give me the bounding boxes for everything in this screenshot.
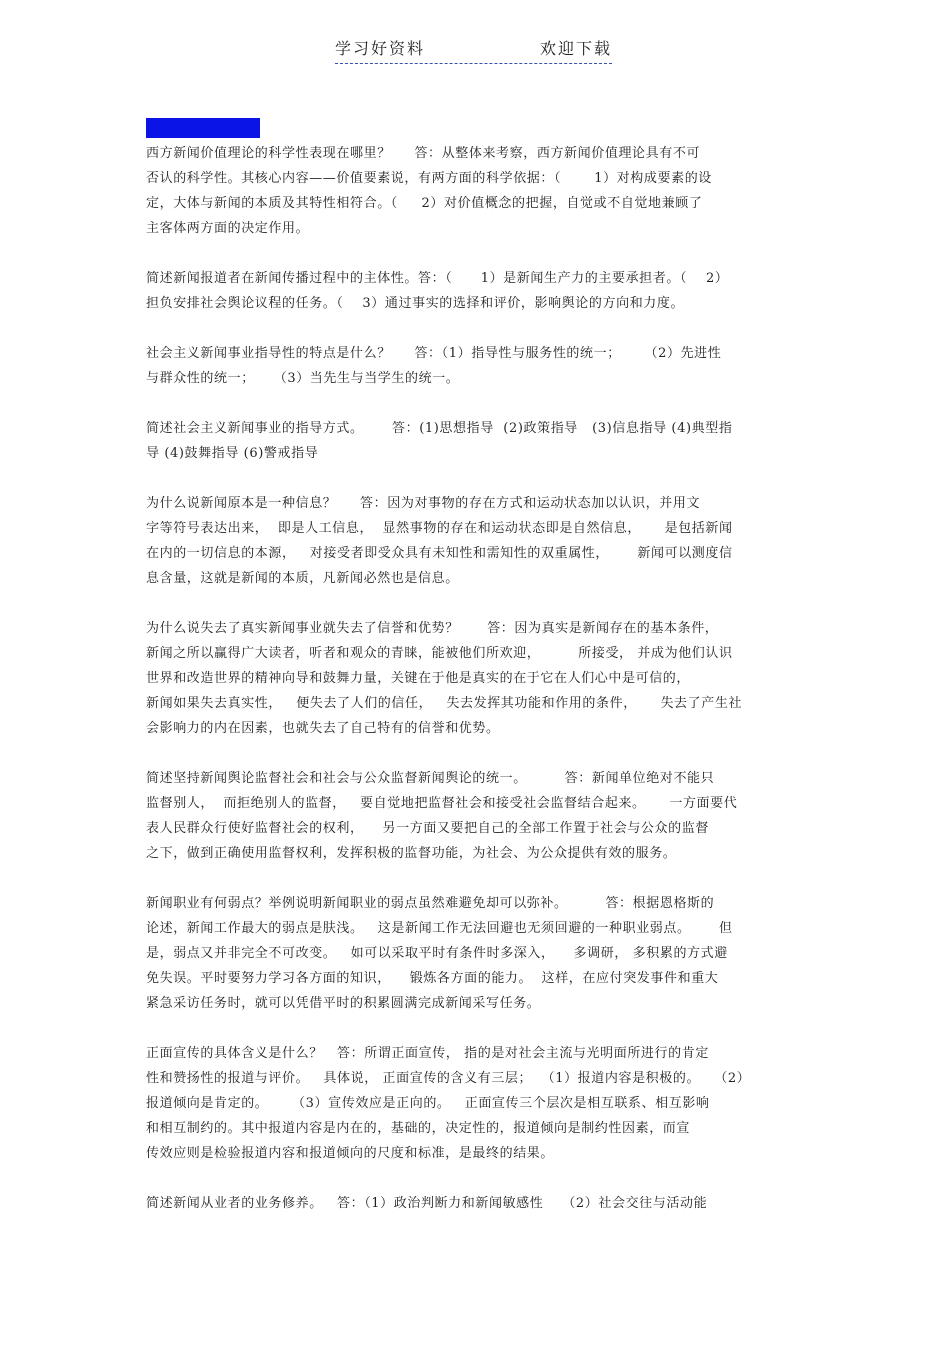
paragraph-line: 会影响力的内在因素，也就失去了自己特有的信誉和优势。 [146,721,500,736]
paragraph-line: 西方新闻价值理论的科学性表现在哪里？ 答：从整体来考察，西方新闻价值理论具有不可 [146,146,701,161]
paragraph-line: 与群众性的统一； （3）当先生与当学生的统一。 [146,371,460,386]
paragraph-line: 简述坚持新闻舆论监督社会和社会与公众监督新闻舆论的统一。 答：新闻单位绝对不能只 [146,771,715,786]
qa-paragraph [146,766,810,866]
paragraph-line: 简述社会主义新闻事业的指导方式。 答：(1)思想指导 (2)政策指导 (3)信息指导 (4)典型指 [146,421,733,436]
qa-paragraph [146,141,810,241]
paragraph-line: 报道倾向是肯定的。 （3）宣传效应是正向的。 正面宣传三个层次是相互联系、相互影响 [146,1096,710,1111]
paragraph-line: 是，弱点又并非完全不可改变。 如可以采取平时有条件时多深入， 多调研， 多积累的方式避 [146,946,728,961]
paragraph-line: 监督别人， 而拒绝别人的监督， 要自觉地把监督社会和接受社会监督结合起来。 一方面要代 [146,796,738,811]
document-body [146,141,810,1241]
qa-paragraph [146,416,810,466]
qa-paragraph [146,341,810,391]
paragraph-line: 定，大体与新闻的本质及其特性相符合。（ 2）对价值概念的把握，自觉或不自觉地兼顾了 [146,196,703,211]
paragraph-line: 世界和改造世界的精神向导和鼓舞力量，关键在于他是真实的在于它在人们心中是可信的， [146,671,691,686]
paragraph-line: 新闻之所以赢得广大读者，听者和观众的青睐，能被他们所欢迎， 所接受， 并成为他们认识 [146,646,733,661]
paragraph-line: 主客体两方面的决定作用。 [146,221,310,236]
paragraph-line: 社会主义新闻事业指导性的特点是什么？ 答：（1）指导性与服务性的统一； （2）先进性 [146,346,722,361]
paragraph-line: 为什么说失去了真实新闻事业就失去了信誉和优势？ 答：因为真实是新闻存在的基本条件， [146,621,719,636]
qa-paragraph [146,1041,810,1166]
qa-paragraph [146,616,810,741]
paragraph-line: 紧急采访任务时，就可以凭借平时的积累圆满完成新闻采写任务。 [146,996,541,1011]
paragraph-line: 息含量，这就是新闻的本质，凡新闻必然也是信息。 [146,571,459,586]
page-header [0,36,950,66]
header-left-text: 学习好资料 [335,39,426,58]
highlight-bar [146,118,260,138]
qa-paragraph [146,1191,810,1216]
paragraph-line: 字等符号表达出来， 即是人工信息， 显然事物的存在和运动状态即是自然信息， 是包括新闻 [146,521,733,536]
paragraph-line: 之下，做到正确使用监督权利，发挥积极的监督功能，为社会、为公众提供有效的服务。 [146,846,677,861]
paragraph-line: 简述新闻报道者在新闻传播过程中的主体性。答：（ 1）是新闻生产力的主要承担者。（ 2） [146,271,729,286]
qa-paragraph [146,491,810,591]
paragraph-line: 性和赞扬性的报道与评价。 具体说， 正面宣传的含义有三层； （1）报道内容是积极的。 （2） [146,1071,751,1086]
header-divider [335,63,612,64]
paragraph-line: 为什么说新闻原本是一种信息？ 答：因为对事物的存在方式和运动状态加以认识，并用文 [146,496,701,511]
paragraph-line: 正面宣传的具体含义是什么？ 答：所谓正面宣传， 指的是对社会主流与光明面所进行的肯定 [146,1046,709,1061]
header-right-text: 欢迎下载 [540,39,613,58]
qa-paragraph [146,266,810,316]
paragraph-line: 新闻如果失去真实性， 便失去了人们的信任， 失去发挥其功能和作用的条件， 失去了产生社 [146,696,743,711]
qa-paragraph [146,891,810,1016]
paragraph-line: 免失误。平时要努力学习各方面的知识， 锻炼各方面的能力。 这样，在应付突发事件和重大 [146,971,719,986]
paragraph-line: 论述，新闻工作最大的弱点是肤浅。 这是新闻工作无法回避也无须回避的一种职业弱点。 但 [146,921,733,936]
paragraph-line: 在内的一切信息的本源， 对接受者即受众具有未知性和需知性的双重属性， 新闻可以测度信 [146,546,733,561]
paragraph-line: 新闻职业有何弱点？举例说明新闻职业的弱点虽然难避免却可以弥补。 答：根据恩格斯的 [146,896,715,911]
paragraph-line: 担负安排社会舆论议程的任务。（ 3）通过事实的选择和评价，影响舆论的方向和力度。 [146,296,685,311]
paragraph-line: 传效应则是检验报道内容和报道倾向的尺度和标准，是最终的结果。 [146,1146,555,1161]
paragraph-line: 简述新闻从业者的业务修养。 答：（1）政治判断力和新闻敏感性 （2）社会交往与活动能 [146,1196,708,1211]
paragraph-line: 表人民群众行使好监督社会的权利， 另一方面又要把自己的全部工作置于社会与公众的监督 [146,821,709,836]
paragraph-line: 导 (4)鼓舞指导 (6)警戒指导 [146,446,319,461]
paragraph-line: 和相互制约的。其中报道内容是内在的，基础的，决定性的，报道倾向是制约性因素，而宣 [146,1121,691,1136]
paragraph-line: 否认的科学性。其核心内容——价值要素说，有两方面的科学依据：（ 1）对构成要素的设 [146,171,712,186]
